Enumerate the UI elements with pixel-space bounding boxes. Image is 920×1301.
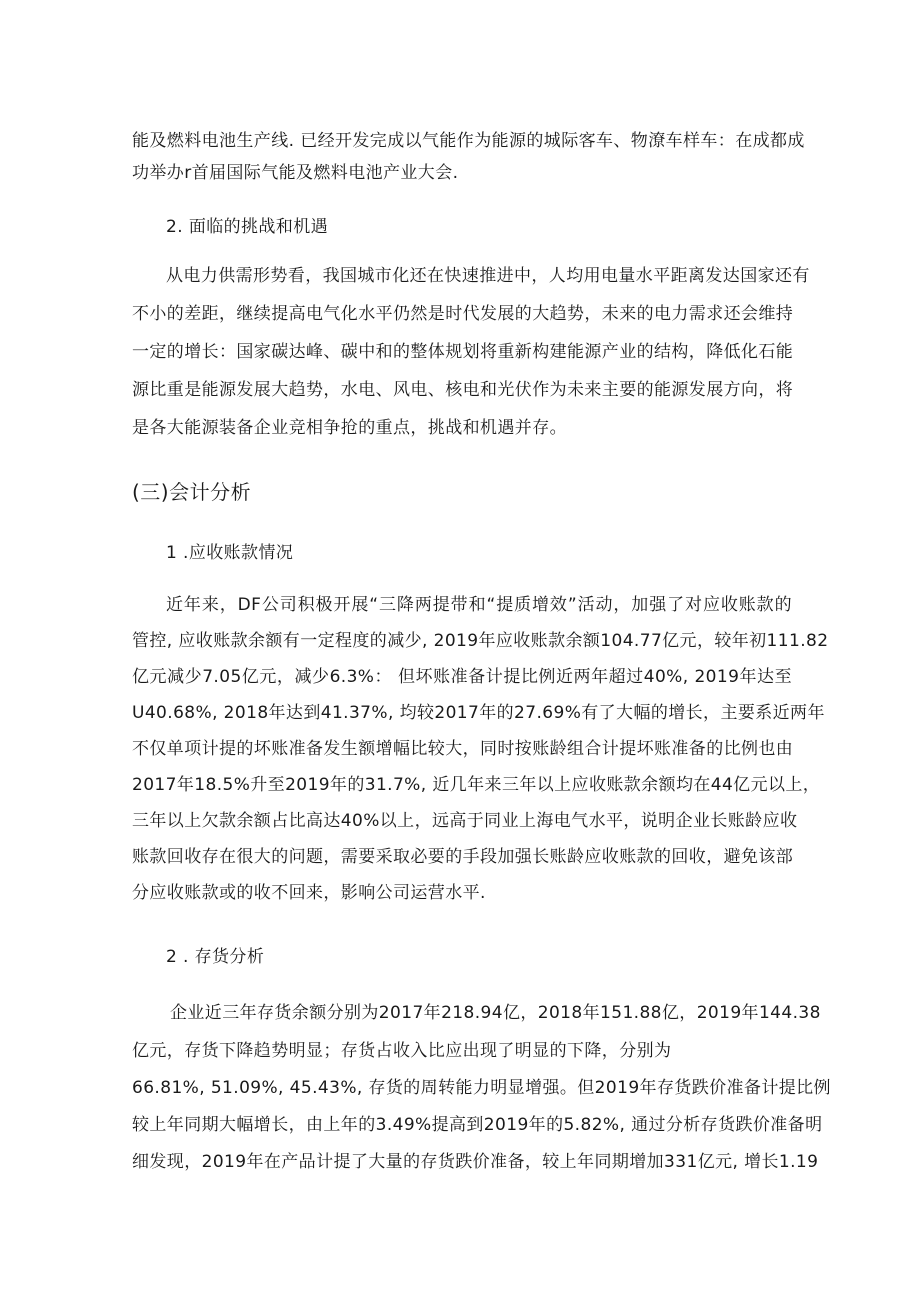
section-title-accounting: (三)会计分析 (132, 480, 252, 504)
paragraph-line: 企业近三年存货余额分别为2017年218.94亿，2018年151.88亿，2019年144.38 (170, 1003, 821, 1023)
paragraph-line: 源比重是能源发展大趋势，水电、风电、核电和光伏作为未来主要的能源发展方向，将 (132, 380, 794, 400)
paragraph-line: 近年来，DF公司积极开展“三降两提带和“提质增效”活动，加强了对应收账款的 (166, 595, 792, 615)
paragraph-line: 66.81%, 51.09%, 45.43%, 存货的周转能力明显增强。但2019年存货跌价准备计提比例 (132, 1078, 831, 1098)
paragraph-line: U40.68%, 2018年达到41.37%, 均较2017年的27.69%有了大幅的增长，主要系近两年 (132, 703, 825, 723)
paragraph-line: 亿元减少7.05亿元，减少6.3%： 但坏账准备计提比例近两年超过40%, 2019年达至 (132, 667, 792, 687)
paragraph-line: 亿元，存货下降趋势明显；存货占收入比应出现了明显的下降，分别为 (132, 1041, 672, 1061)
paragraph-line: 功举办r首届国际气能及燃料电池产业大会. (132, 163, 459, 183)
paragraph-line: 能及燃料电池生产线. 已经开发完成以气能作为能源的城际客车、物潦车样车：在成都成 (132, 131, 805, 151)
paragraph-line: 三年以上欠款余额占比高达40%以上，远高于同业上海电气水平，说明企业长账龄应收 (132, 811, 798, 831)
subsection-title-challenges: 2. 面临的挑战和机遇 (166, 217, 329, 237)
paragraph-line: 分应收账款或的收不回来，影响公司运营水平. (132, 883, 486, 903)
paragraph-line: 不小的差距，继续提高电气化水平仍然是时代发展的大趋势，未来的电力需求还会维持 (132, 304, 794, 324)
paragraph-line: 管控, 应收账款余额有一定程度的减少, 2019年应收账款余额104.77亿元，较年初111.82 (132, 631, 829, 651)
subsection-title-inventory: 2 . 存货分析 (166, 947, 265, 967)
paragraph-line: 2017年18.5%升至2019年的31.7%, 近几年来三年以上应收账款余额均在44亿元以上， (132, 775, 821, 795)
paragraph-line: 一定的增长：国家碳达峰、碳中和的整体规划将重新构建能源产业的结构，降低化石能 (132, 342, 794, 362)
subsection-title-receivables: 1 .应收账款情况 (166, 543, 294, 563)
paragraph-line: 账款回收存在很大的问题，需要采取必要的手段加强长账龄应收账款的回收，避免该部 (132, 847, 794, 867)
paragraph-line: 细发现，2019年在产品计提了大量的存货跌价准备，较上年同期增加331亿元, 增长1.19 (132, 1152, 819, 1172)
paragraph-line: 较上年同期大幅增长，由上年的3.49%提高到2019年的5.82%, 通过分析存货跌价准备明 (132, 1115, 823, 1135)
paragraph-line: 从电力供需形势看，我国城市化还在快速推进中，人均用电量水平距离发达国家还有 (166, 266, 810, 286)
paragraph-line: 是各大能源装备企业竞相争抢的重点，挑战和机遇并存。 (132, 418, 567, 438)
paragraph-line: 不仅单项计提的坏账准备发生额增幅比较大，同时按账龄组合计提坏账准备的比例也由 (132, 739, 794, 759)
